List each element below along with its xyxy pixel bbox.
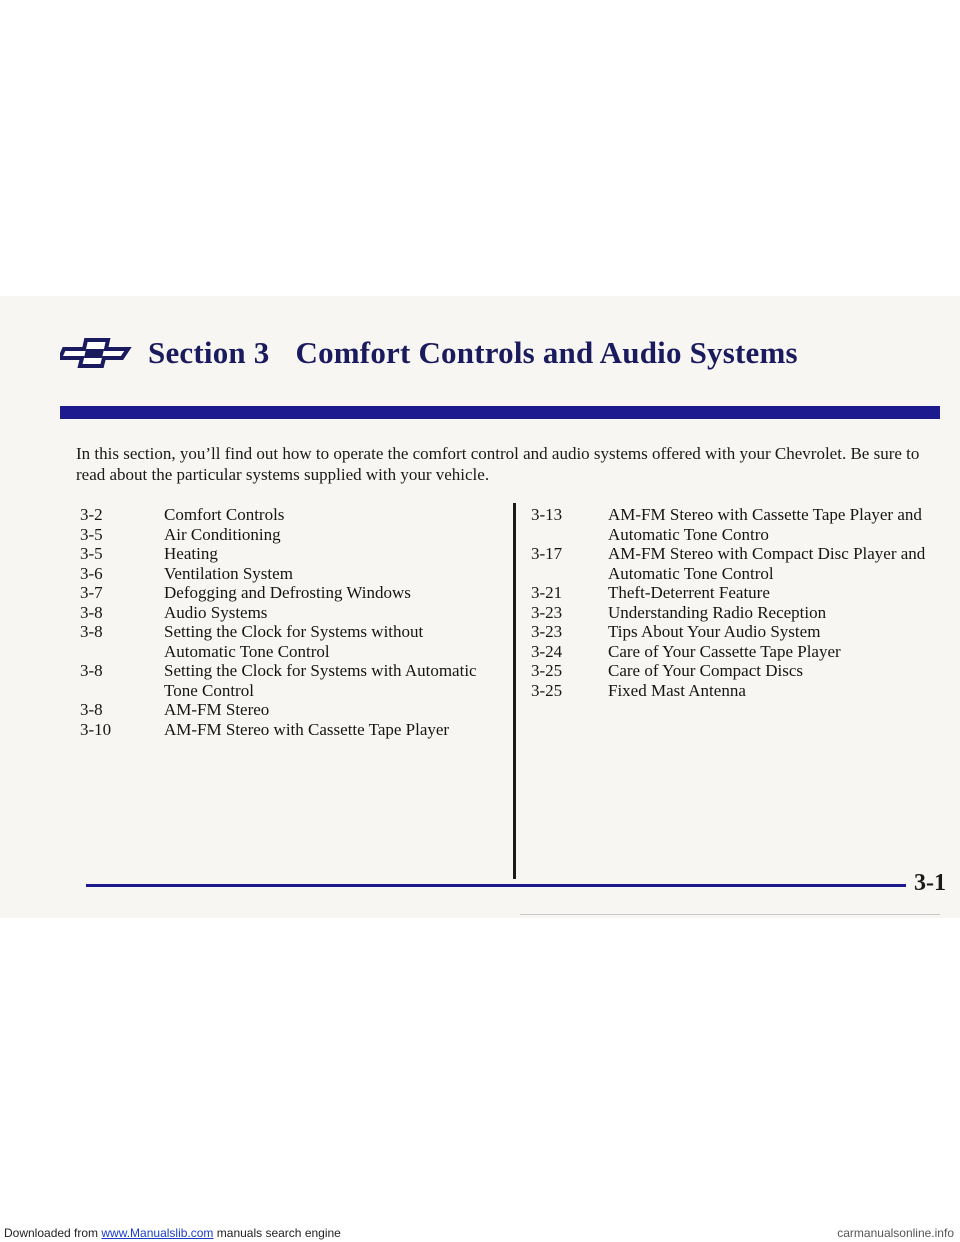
toc-page-number [80, 642, 164, 662]
toc-page-number: 3-24 [531, 641, 563, 661]
toc-page-number: 3-8 [80, 622, 103, 641]
toc-entry [80, 681, 500, 701]
toc-entry [80, 642, 500, 662]
toc-entry [531, 642, 951, 662]
toc-entry-title: Tips About Your Audio System [608, 622, 821, 641]
toc-page-number: 3-5 [80, 544, 103, 563]
toc-entry-title: Ventilation System [164, 563, 293, 583]
toc-page-number: 3-8 [80, 602, 103, 622]
toc-entry [80, 661, 500, 681]
toc-entry-title: Setting the Clock for Systems with Automatic [164, 661, 477, 680]
toc-entry [531, 544, 951, 564]
toc-entry-title: Setting the Clock for Systems without [164, 622, 424, 641]
toc-page-number: 3-21 [531, 583, 563, 602]
toc-entry [80, 622, 500, 642]
toc-entry [80, 505, 500, 525]
toc-entry [80, 603, 500, 623]
download-suffix: manuals search engine [213, 1226, 341, 1240]
toc-entry [80, 700, 500, 720]
toc-entry [531, 622, 951, 642]
section-title: Comfort Controls and Audio Systems [295, 335, 798, 370]
toc-entry-title: Defogging and Defrosting Windows [164, 583, 411, 602]
section-label: Section 3 [148, 335, 270, 370]
toc-entry [531, 681, 951, 701]
toc-entry-title: Care of Your Compact Discs [608, 661, 804, 680]
toc-entry-title: AM-FM Stereo [164, 700, 270, 719]
toc-entry-title: Automatic Tone Contro [608, 524, 769, 544]
watermark: carmanualsonline.info [837, 1226, 954, 1240]
toc-entry [531, 583, 951, 603]
column-divider [513, 503, 516, 879]
download-note [4, 1224, 341, 1242]
toc-entry [80, 720, 500, 740]
toc-page-number: 3-5 [80, 524, 103, 544]
toc-entry-title: Automatic Tone Control [164, 641, 330, 661]
toc-page-number: 3-2 [80, 505, 103, 524]
toc-entry-title: Automatic Tone Control [608, 563, 774, 583]
toc-entry [80, 583, 500, 603]
toc-entry-title: Understanding Radio Reception [608, 602, 827, 622]
toc-page-number: 3-17 [531, 544, 563, 563]
toc-entry [80, 544, 500, 564]
toc-entry-title: Air Conditioning [164, 524, 281, 544]
toc-entry-title: AM-FM Stereo with Cassette Tape Player [164, 719, 450, 739]
toc-page-number: 3-7 [80, 583, 103, 602]
toc-entry [531, 564, 951, 584]
section-header [60, 328, 798, 378]
toc-page-number [531, 525, 608, 545]
toc-entry-title: Care of Your Cassette Tape Player [608, 641, 841, 661]
toc-entry [531, 603, 951, 623]
title-underline-bar [60, 406, 940, 419]
toc-entry-title: Fixed Mast Antenna [608, 680, 746, 700]
toc-page-number: 3-25 [531, 661, 563, 680]
toc-page-number: 3-23 [531, 622, 563, 641]
scan-rule [520, 914, 940, 915]
toc-entry-title: AM-FM Stereo with Compact Disc Player and [608, 544, 926, 563]
toc-right-column [531, 505, 951, 700]
toc-entry-title: Theft-Deterrent Feature [608, 583, 770, 602]
toc-left-column [80, 505, 500, 739]
chevrolet-bowtie-icon [60, 336, 132, 370]
toc-page-number: 3-6 [80, 563, 103, 583]
download-prefix: Downloaded from [4, 1226, 102, 1240]
toc-entry [531, 661, 951, 681]
toc-page-number: 3-23 [531, 602, 563, 622]
toc-entry [80, 564, 500, 584]
toc-entry [531, 525, 951, 545]
toc-page-number: 3-13 [531, 505, 563, 524]
page-number: 3-1 [914, 870, 946, 896]
intro-paragraph: In this section, you’ll find out how to operate the comfort control and audio systems offered with your Chevrolet. Be sure to read about the particular systems supplied with your vehicle. [76, 444, 920, 484]
toc-page-number: 3-8 [80, 700, 103, 719]
toc-page-number [531, 564, 608, 584]
toc-entry-title: Comfort Controls [164, 505, 285, 524]
toc-page-number: 3-10 [80, 719, 112, 739]
toc-page-number: 3-8 [80, 661, 103, 680]
footer-rule [86, 884, 906, 887]
toc-entry-title: Heating [164, 544, 218, 563]
manualslib-link[interactable]: www.Manualslib.com [101, 1226, 214, 1240]
toc-page-number [80, 681, 164, 701]
toc-entry-title: Tone Control [164, 680, 254, 700]
toc-entry-title: AM-FM Stereo with Cassette Tape Player and [608, 505, 922, 524]
download-footer [0, 1224, 960, 1242]
toc-entry [80, 525, 500, 545]
toc-entry [531, 505, 951, 525]
toc-entry-title: Audio Systems [164, 602, 268, 622]
toc-page-number: 3-25 [531, 680, 563, 700]
